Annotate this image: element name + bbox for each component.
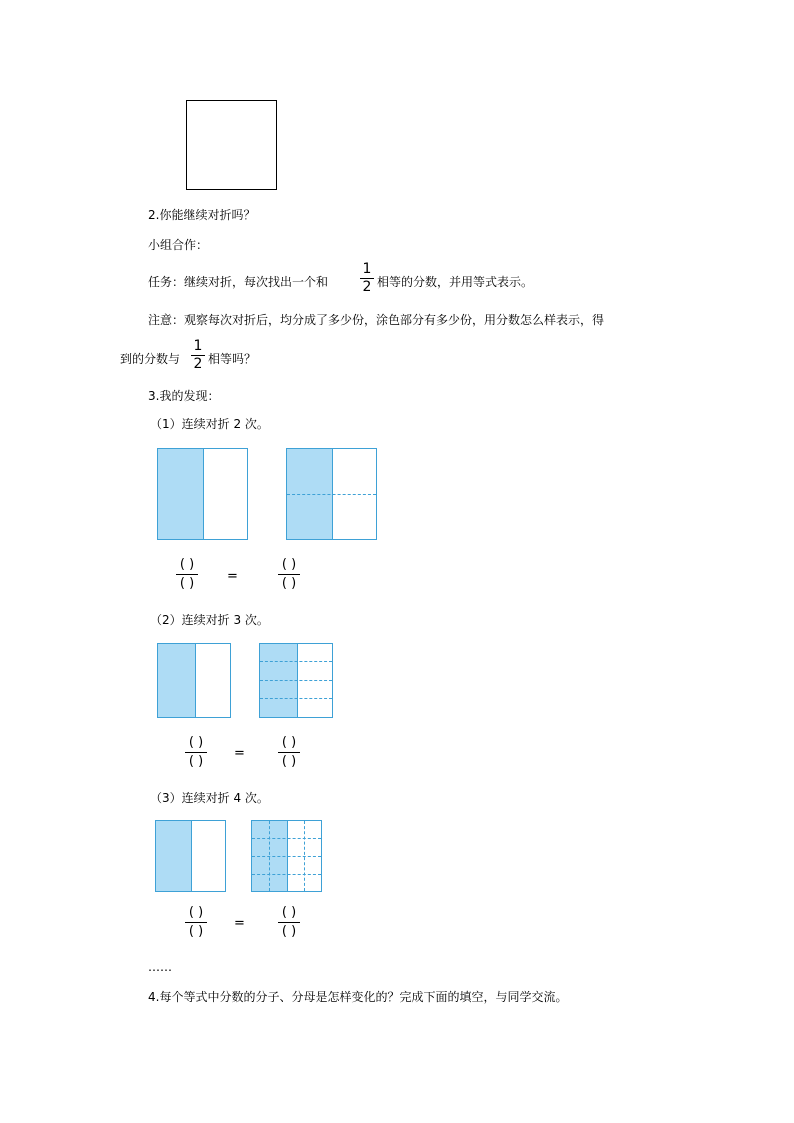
q3-title: 3.我的发现：	[148, 389, 220, 403]
fold-figure-half-c	[155, 820, 226, 892]
q2-task-half-fraction: 1 2	[360, 262, 374, 295]
ellipsis: ……	[148, 960, 172, 974]
fold-figure-half-a	[157, 448, 248, 540]
q3-part2-fraction-right: ( ) ( )	[278, 735, 300, 770]
q2-task-pre: 任务：继续对折，每次找出一个和	[148, 275, 329, 289]
fold-figure-3x	[259, 643, 333, 718]
q2-title: 2.你能继续对折吗？	[148, 208, 256, 222]
paper-square	[186, 100, 277, 190]
q2-task-post: 相等的分数，并用等式表示。	[377, 275, 534, 289]
q3-part2-equals: =	[234, 746, 245, 761]
q4-title: 4.每个等式中分数的分子、分母是怎样变化的？完成下面的填空，与同学交流。	[148, 990, 568, 1004]
fold-figure-half-b	[157, 643, 231, 718]
fold-figure-4x	[251, 820, 322, 892]
q2-note-line1: 注意：观察每次对折后，均分成了多少份，涂色部分有多少份，用分数怎么样表示，得	[148, 313, 605, 327]
q3-part3-fraction-right: ( ) ( )	[278, 905, 300, 940]
q3-part3-fraction-left: ( ) ( )	[185, 905, 207, 940]
q3-part2-label: （2）连续对折 3 次。	[150, 613, 269, 627]
q2-note-line2-pre: 到的分数与	[120, 352, 181, 366]
q2-note-line2-post: 相等吗？	[208, 352, 257, 366]
q2-note-half-fraction: 1 2	[191, 339, 205, 372]
q3-part3-label: （3）连续对折 4 次。	[150, 791, 269, 805]
q3-part1-fraction-left: ( ) ( )	[176, 557, 198, 592]
q3-part1-label: （1）连续对折 2 次。	[150, 417, 269, 431]
fold-figure-2x	[286, 448, 377, 540]
q3-part1-fraction-right: ( ) ( )	[278, 557, 300, 592]
q3-part1-equals: =	[227, 569, 238, 584]
q3-part3-equals: =	[234, 916, 245, 931]
q3-part2-fraction-left: ( ) ( )	[185, 735, 207, 770]
q2-group: 小组合作：	[148, 238, 209, 252]
